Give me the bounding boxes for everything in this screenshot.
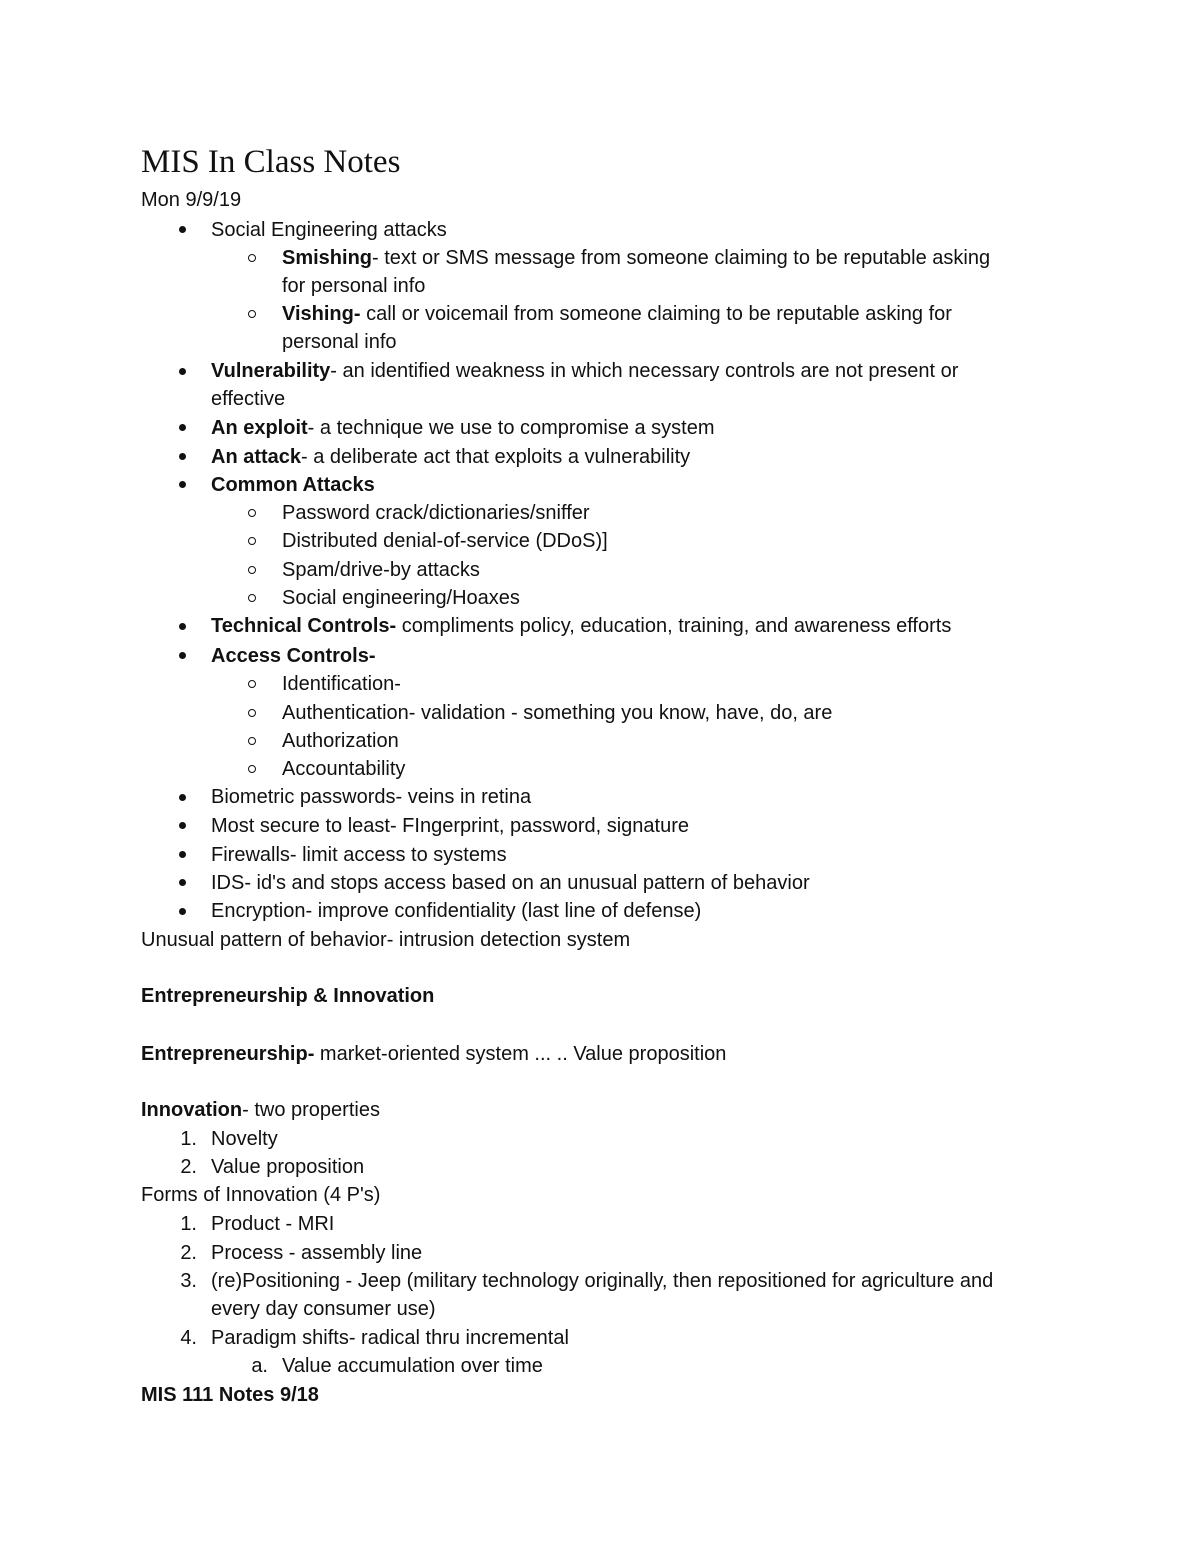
list-number: 3. [180,1270,197,1292]
section-heading: MIS 111 Notes 9/18 [141,1384,319,1406]
list-item: Distributed denial-of-service (DDoS)] [282,530,608,552]
section-heading: Entrepreneurship & Innovation [141,985,435,1007]
circle-bullet-icon [248,709,256,717]
list-item: Vulnerability- an identified weakness in which necessary controls are not present or [211,360,959,382]
list-item: Encryption- improve confidentiality (last line of defense) [211,900,702,922]
list-item: Value accumulation over time [282,1355,543,1377]
paragraph: Forms of Innovation (4 P's) [141,1184,381,1206]
list-letter: a. [251,1355,268,1377]
list-item: Social engineering/Hoaxes [282,587,520,609]
list-item: Access Controls- [211,645,376,667]
list-item: Vishing- call or voicemail from someone claiming to be reputable asking for [282,303,952,325]
list-item: Authorization [282,730,399,752]
list-number: 2. [180,1156,197,1178]
list-item: Accountability [282,758,406,780]
list-item: Password crack/dictionaries/sniffer [282,502,590,524]
list-number: 1. [180,1213,197,1235]
list-item-continuation: effective [211,388,286,410]
bullet-icon [179,794,186,801]
paragraph: Innovation- two properties [141,1099,380,1121]
date-line: Mon 9/9/19 [141,189,242,211]
circle-bullet-icon [248,594,256,602]
list-item: Paradigm shifts- radical thru incremental [211,1327,569,1349]
bullet-icon [179,851,186,858]
bullet-icon [179,226,186,233]
list-item: Social Engineering attacks [211,219,447,241]
list-item-continuation: personal info [282,331,397,353]
document-title: MIS In Class Notes [141,144,401,180]
circle-bullet-icon [248,254,256,262]
circle-bullet-icon [248,765,256,773]
list-number: 1. [180,1128,197,1150]
bullet-icon [179,424,186,431]
circle-bullet-icon [248,537,256,545]
list-item: IDS- id's and stops access based on an unusual pattern of behavior [211,872,810,894]
list-item: Value proposition [211,1156,365,1178]
paragraph: Unusual pattern of behavior- intrusion detection system [141,929,631,951]
circle-bullet-icon [248,310,256,318]
list-item: Biometric passwords- veins in retina [211,786,532,808]
circle-bullet-icon [248,509,256,517]
list-item-continuation: every day consumer use) [211,1298,436,1320]
list-number: 2. [180,1242,197,1264]
circle-bullet-icon [248,737,256,745]
bullet-icon [179,879,186,886]
paragraph: Entrepreneurship- market-oriented system ... .. Value proposition [141,1043,727,1065]
list-item: Spam/drive-by attacks [282,559,480,581]
list-item: Common Attacks [211,474,375,496]
list-item: An attack- a deliberate act that exploits a vulnerability [211,446,691,468]
circle-bullet-icon [248,566,256,574]
circle-bullet-icon [248,680,256,688]
list-item: Process - assembly line [211,1242,423,1264]
bullet-icon [179,822,186,829]
bullet-icon [179,368,186,375]
list-item: Identification- [282,673,401,695]
bullet-icon [179,481,186,488]
list-item: Smishing- text or SMS message from someone claiming to be reputable asking [282,247,991,269]
bullet-icon [179,623,186,630]
list-item: Product - MRI [211,1213,335,1235]
list-item: Firewalls- limit access to systems [211,844,507,866]
bullet-icon [179,908,186,915]
list-item: Authentication- validation - something you know, have, do, are [282,702,833,724]
bullet-icon [179,453,186,460]
list-item: Most secure to least- FIngerprint, password, signature [211,815,689,837]
list-item: Technical Controls- compliments policy, education, training, and awareness efforts [211,615,952,637]
list-item: (re)Positioning - Jeep (military technology originally, then repositioned for agriculture and [211,1270,994,1292]
list-item: An exploit- a technique we use to compromise a system [211,417,715,439]
list-item: Novelty [211,1128,278,1150]
bullet-icon [179,652,186,659]
list-item-continuation: for personal info [282,275,426,297]
list-number: 4. [180,1327,197,1349]
